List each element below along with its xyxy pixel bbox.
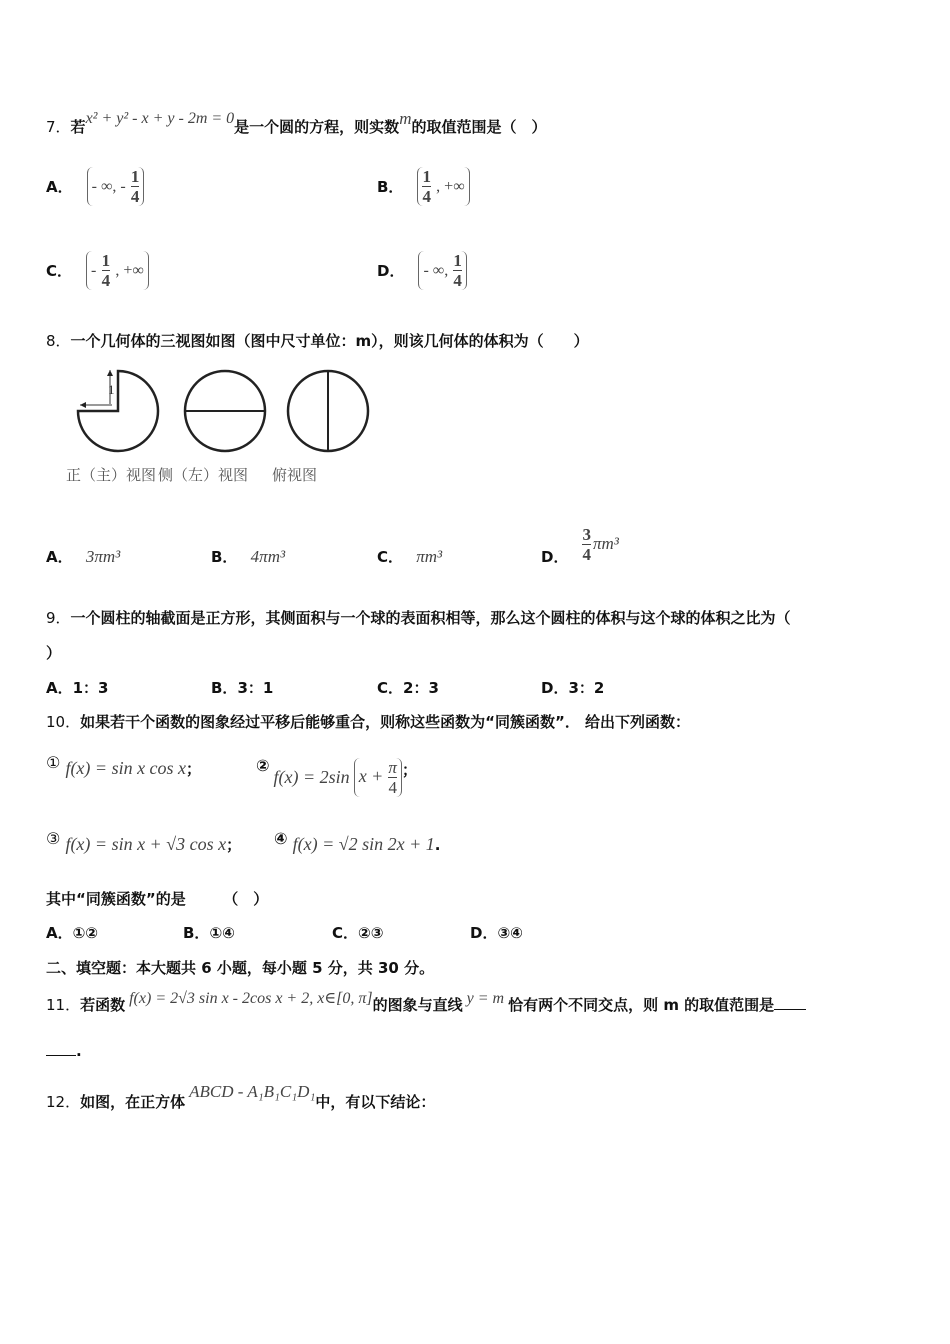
q10-function-2 [256,753,417,801]
q10-option-d-value: ③④ [497,924,523,942]
q9-stem-line2: ） [46,644,62,662]
q7-a-numerator: 1 [130,166,140,186]
q10-question: 其中“同簇函数”的是 （ ） [46,890,269,908]
q9-option-c[interactable] [377,677,439,698]
f4-expression: f(x) = √2 sin 2x + 1 [292,834,435,854]
f3-expression: f(x) = sin x + √3 cos x [65,834,227,854]
q8-option-d[interactable] [541,520,619,568]
f1-expression: f(x) = sin x cos x [65,758,187,778]
q9-option-d-value: 3：2 [568,679,605,697]
q8-option-a[interactable] [46,546,120,567]
q10-number: 10． [46,713,81,731]
f2-numerator: π [388,757,397,777]
q10-option-c-label: C． [332,924,359,942]
q7-equation: x² + y² - x + y - 2m = 0 [85,110,235,127]
caption-top: 俯视图 [272,468,318,484]
q11-function: f(x) = 2√3 sin x - 2cos x + 2, x∈[0, π] [129,990,373,1007]
q10-option-a[interactable] [46,922,98,943]
q8-option-c-label: C． [377,548,404,566]
f2-inner: x + [358,765,384,786]
q10-option-d[interactable] [470,922,523,943]
q12-pre: 如图，在正方体 [80,1093,186,1111]
q7-d-fraction [453,251,462,290]
f2-denominator: 4 [388,777,397,797]
q11-mid: 的图象与直线 [372,996,463,1014]
q10-option-a-value: ①② [72,924,99,942]
q7-option-a-interval [87,167,145,206]
q12-stem [46,1082,436,1112]
q10-option-c-value: ②③ [358,924,384,942]
q8-text: 一个几何体的三视图如图（图中尺寸单位：m），则该几何体的体积为（ ） [70,332,589,350]
q7-option-d[interactable] [377,246,467,294]
q10-stem [46,711,690,732]
q8-d-fraction [582,525,591,564]
f2-fraction [388,758,397,797]
q11-number: 11． [46,996,81,1014]
caption-side: 侧（左）视图 [158,468,249,484]
q11-post: 恰有两个不同交点，则 m 的取值范围是 [508,996,775,1014]
f3-mark: ③ [46,829,61,848]
q10-function-4 [274,829,441,855]
top-view [288,371,368,451]
side-view [185,371,265,451]
q9-option-c-label: C． [377,679,404,697]
q7-option-d-interval [418,251,466,290]
q12-post: 中，有以下结论： [315,1093,436,1111]
q7-a-left: - ∞, - [91,177,126,195]
q9-stem-line1 [46,607,791,628]
f1-sep: ； [186,760,202,778]
f2-expression: f(x) = 2sin [273,766,350,787]
q8-d-numerator: 3 [582,524,591,544]
q8-d-denominator: 4 [582,544,591,564]
caption-front: 正（主）视图 [66,468,157,484]
f4-end: . [434,836,441,854]
q10-option-a-label: A． [46,924,73,942]
q11-answer-blank[interactable] [774,1009,806,1010]
q11-tail: . [76,1042,82,1060]
q10-option-c[interactable] [332,922,383,943]
q7-option-a[interactable] [46,162,144,210]
q8-number: 8． [46,332,71,350]
q10-option-b-value: ①④ [209,924,235,942]
front-view [78,370,158,451]
q9-option-d-label: D． [541,679,569,697]
f1-mark: ① [46,753,61,772]
q11-stem [46,990,806,1015]
f4-mark: ④ [274,829,288,848]
q8-option-d-value: πm³ [592,534,619,553]
q8-option-c[interactable] [377,546,442,567]
q9-option-a-label: A． [46,679,73,697]
f3-sep: ； [226,836,242,854]
q7-b-denominator: 4 [422,186,431,206]
q10-option-b[interactable] [183,922,235,943]
q7-option-b-interval [417,167,469,206]
q12-cube: ABCD - A₁B₁C₁D₁ [189,1082,316,1101]
q7-b-right: , +∞ [436,177,465,195]
q9-option-b-label: B． [211,679,238,697]
q7-number: 7． [46,118,71,136]
q10-option-b-label: B． [183,924,210,942]
q7-option-b[interactable] [377,162,470,210]
q9-option-c-value: 2：3 [403,679,439,697]
q9-option-a-value: 1：3 [72,679,109,697]
q7-a-denominator: 4 [130,186,140,206]
q9-number: 9． [46,609,71,627]
q9-text-line1: 一个圆柱的轴截面是正方形，其侧面积与一个球的表面积相等，那么这个圆柱的体积与这个球的体积之比为（ [70,609,791,627]
f2-mark: ② [256,755,270,775]
q8-option-a-label: A． [46,548,73,566]
q7-b-fraction [422,167,431,206]
q7-mid: 是一个圆的方程，则实数 [234,118,400,136]
q10-text: 如果若干个函数的图象经过平移后能够重合，则称这些函数为“同簇函数”． 给出下列函数： [80,713,691,731]
q10-function-3 [46,829,242,855]
q8-option-c-value: πm³ [416,547,443,566]
q10-option-d-label: D． [470,924,498,942]
q7-c-fraction [102,251,111,290]
q7-option-d-label: D． [377,261,405,280]
q11-line: y = m [466,990,505,1007]
q7-option-b-label: B． [377,177,404,196]
q7-variable: m [399,109,412,128]
q7-d-left: - ∞, [423,261,449,279]
q7-d-denominator: 4 [453,270,462,290]
q12-number: 12． [46,1093,81,1111]
q8-option-a-value: 3πm³ [85,547,121,566]
q9-option-a[interactable] [46,677,108,698]
q8-option-d-label: D． [541,547,569,566]
q7-c-left: - [91,261,97,279]
q11-pre: 若函数 [80,996,126,1014]
q9-option-d[interactable] [541,677,604,698]
q7-stem [46,109,547,137]
f2-paren [354,758,402,797]
q7-a-fraction [131,167,140,206]
q7-option-a-label: A． [46,177,73,196]
q10-function-1 [46,753,202,779]
q7-c-denominator: 4 [101,270,111,290]
q9-option-b-value: 3：1 [237,679,274,697]
q7-c-numerator: 1 [101,250,111,270]
q8-option-b[interactable] [211,546,285,567]
q9-option-b[interactable] [211,677,273,698]
section-2-heading: 二、填空题：本大题共 6 小题，每小题 5 分，共 30 分。 [46,959,435,977]
q8-option-b-value: 4πm³ [250,547,286,566]
q11-blank-continued [46,1042,82,1060]
f2-sep: ； [401,760,417,779]
q8-stem [46,330,589,351]
q7-b-numerator: 1 [422,166,431,186]
q7-option-c-interval [86,251,149,290]
q11-answer-blank-2[interactable] [46,1055,76,1056]
q7-pre: 若 [70,118,86,136]
q8-option-b-label: B． [211,548,238,566]
q7-option-c-label: C． [46,261,73,280]
dim-label: 1 [108,382,115,397]
q8-captions [66,464,317,485]
q7-d-numerator: 1 [453,250,462,270]
q7-option-c[interactable] [46,246,149,294]
q7-c-right: , +∞ [115,261,144,279]
q7-post: 的取值范围是（ ） [411,118,547,136]
